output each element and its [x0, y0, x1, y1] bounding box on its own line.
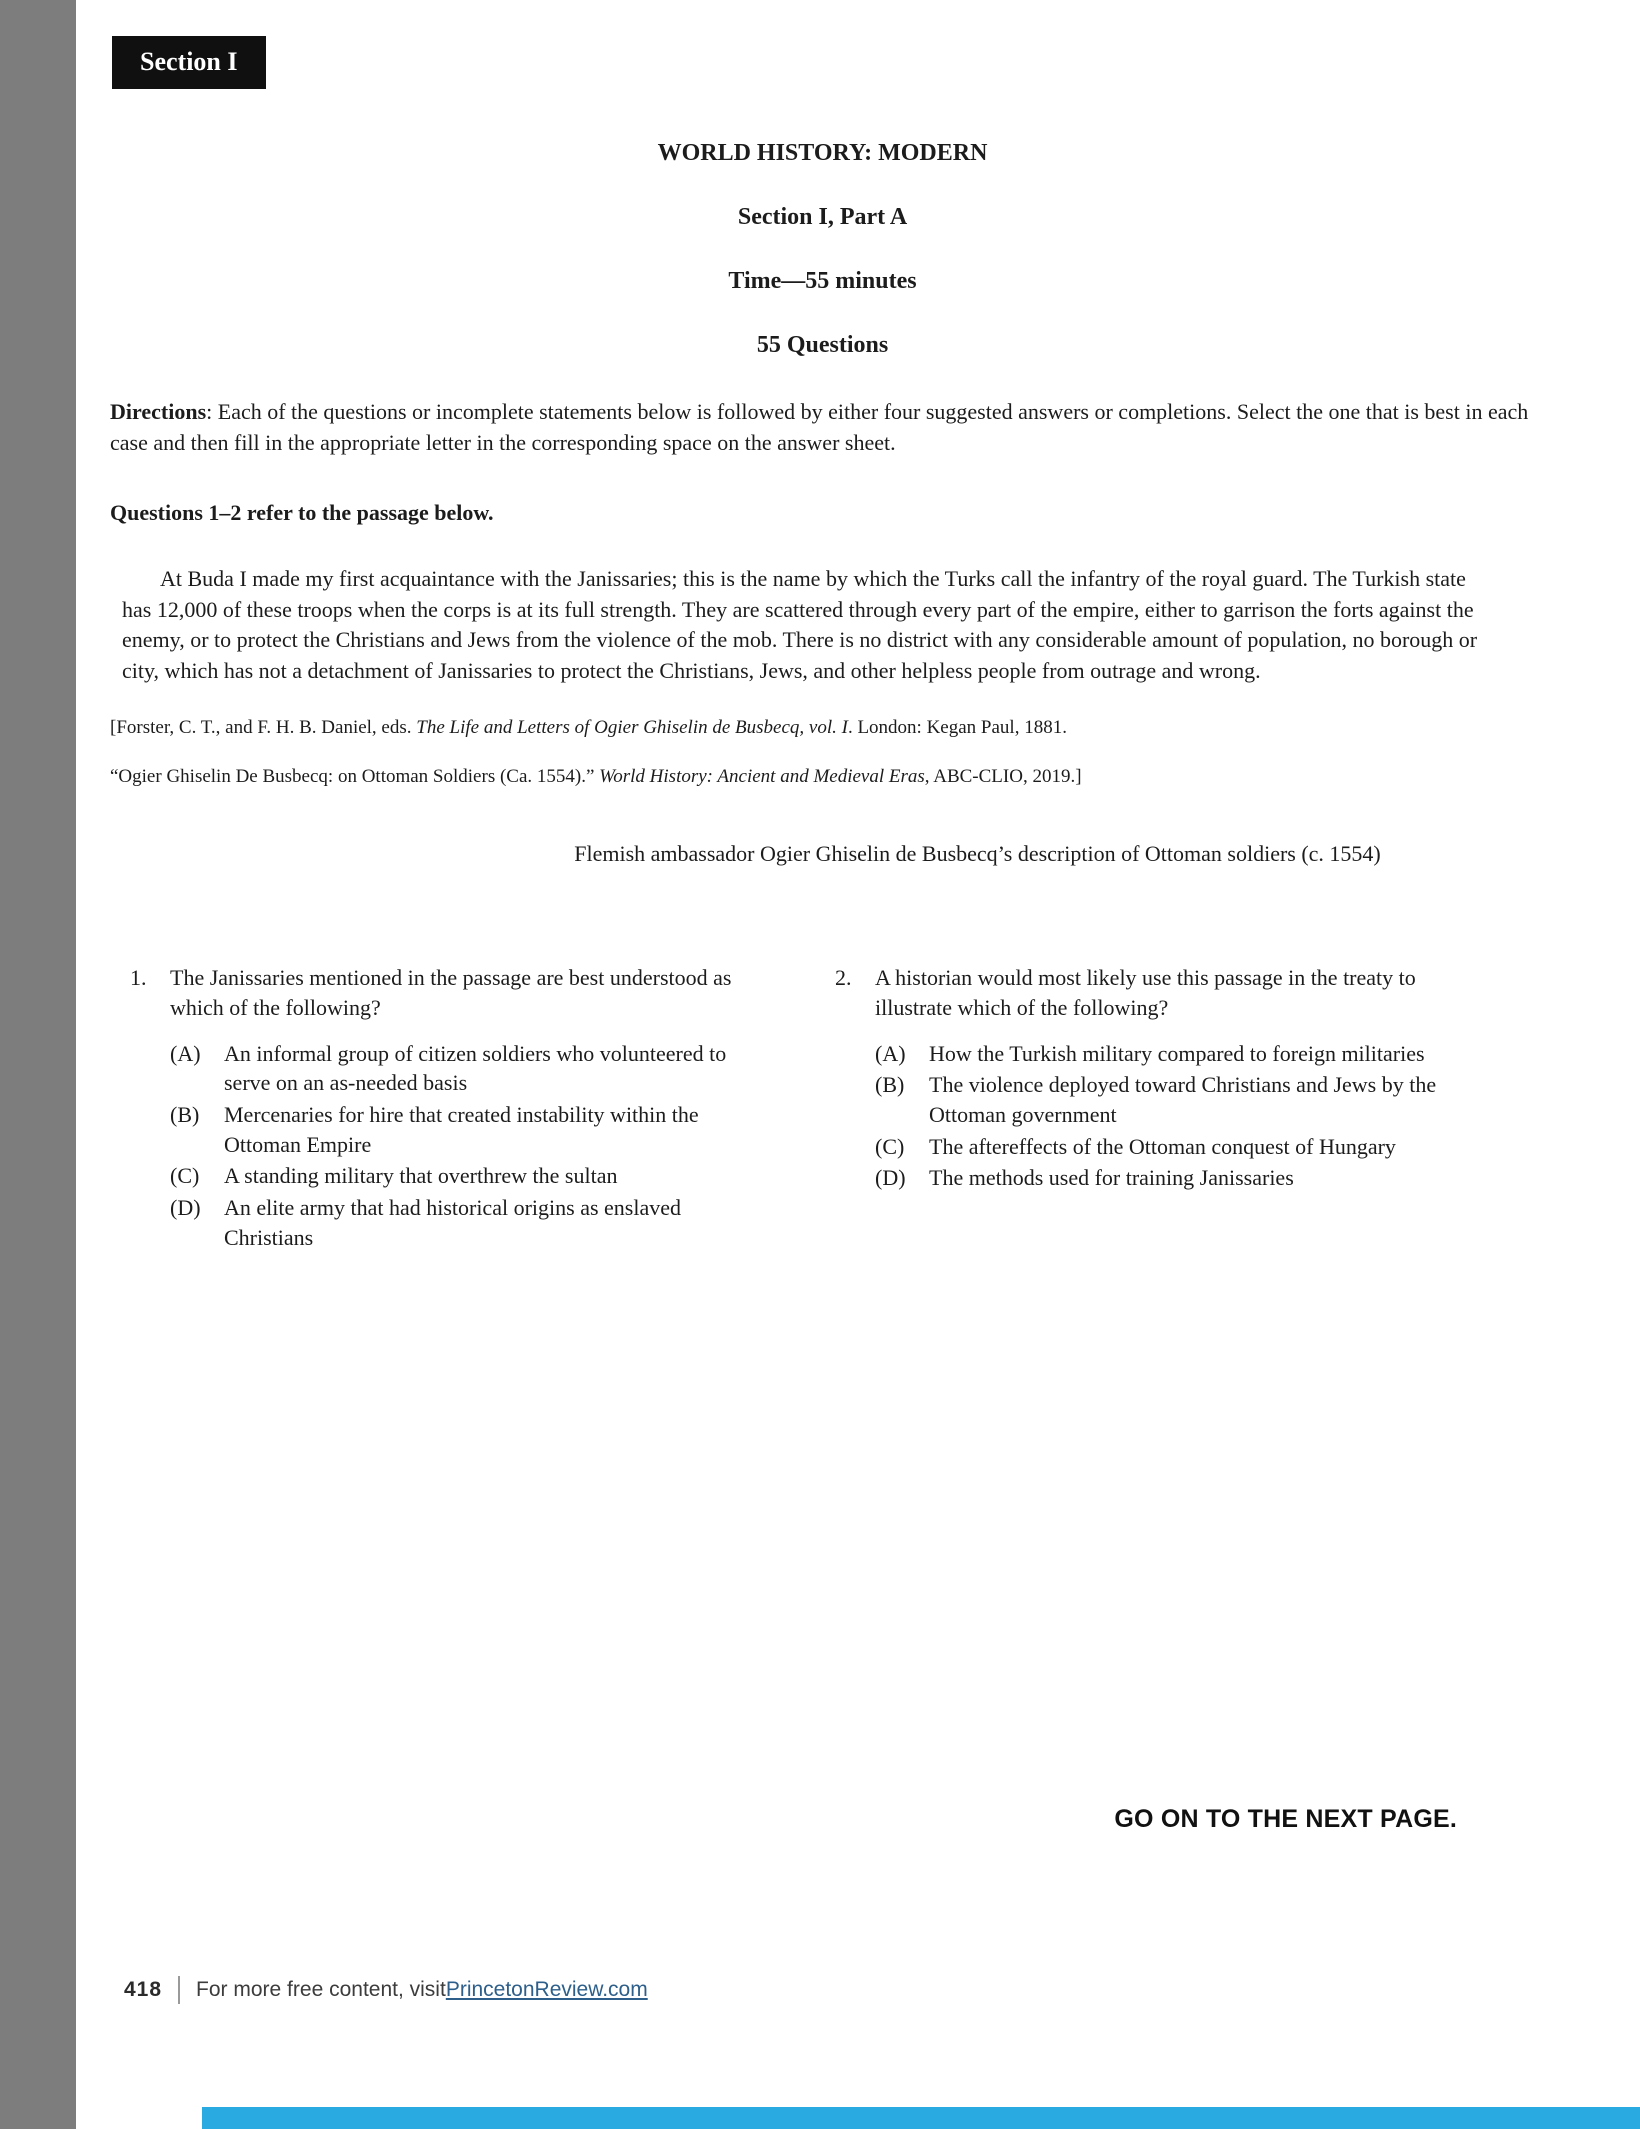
page-content	[110, 134, 1535, 1252]
question-2-stem-row	[835, 963, 1460, 1022]
citation-1-title: The Life and Letters of Ogier Ghiselin de Busbecq, vol. I	[416, 716, 848, 738]
section-subtitle: Section I, Part A	[737, 204, 908, 230]
choice-2a	[875, 1039, 1460, 1069]
citation-line-1	[110, 716, 1535, 741]
question-1-choices	[170, 1039, 755, 1253]
footer-text: For more free content, visit	[196, 1978, 446, 2001]
page-footer	[124, 1976, 648, 2004]
choice-2b-letter: (B)	[875, 1072, 905, 1098]
choice-1b-letter: (B)	[170, 1102, 200, 1128]
question-2-stem: A historian would most likely use this passage in the treaty to illustrate which of the following?	[875, 965, 1416, 1020]
left-edge-gray-strip	[0, 0, 76, 2129]
choice-2b-text: The violence deployed toward Christians and Jews by the Ottoman government	[929, 1072, 1437, 1128]
choice-2d-text: The methods used for training Janissaries	[929, 1165, 1294, 1191]
citation-1-prefix: [Forster, C. T., and F. H. B. Daniel, eds.	[110, 716, 417, 738]
question-1-stem-row	[130, 963, 755, 1022]
choice-2c	[875, 1132, 1460, 1162]
question-1-stem: The Janissaries mentioned in the passage are best understood as which of the following?	[170, 965, 732, 1020]
choice-1b-text: Mercenaries for hire that created instability within the Ottoman Empire	[224, 1102, 699, 1157]
directions-label: Directions	[110, 399, 207, 424]
passage-header: Questions 1–2 refer to the passage below.	[110, 500, 494, 526]
question-2-choices	[875, 1039, 1460, 1193]
question-count: 55 Questions	[756, 332, 889, 358]
choice-1a	[170, 1039, 755, 1098]
passage: At Buda I made my first acquaintance with the Janissaries; this is the name by which the Turks call the infantry of the royal guard. The Turkish state has 12,000 of these troops when the corps is at its full strength. They are scattered through every part of the empire, either to garrison the forts against the enemy, or to protect the Christians and Jews from the violence of the mob. There is no district with any considerable amount of population, no borough or city, which has not a detachment of Janissaries to protect the Christians, Jews, and other helpless people from outrage and wrong.	[122, 566, 1478, 683]
choice-2c-letter: (C)	[875, 1133, 905, 1159]
citation-1-suffix: . London: Kegan Paul, 1881.	[847, 716, 1067, 738]
choice-1c	[170, 1161, 755, 1191]
questions-columns	[130, 963, 1535, 1252]
section-tab: Section I	[112, 36, 266, 89]
time-limit: Time—55 minutes	[728, 268, 917, 294]
passage-attribution: Flemish ambassador Ogier Ghiselin de Busbecq’s description of Ottoman soldiers (c. 1554)	[574, 841, 1381, 867]
choice-2d	[875, 1163, 1460, 1193]
choice-1a-text: An informal group of citizen soldiers who volunteered to serve on an as-needed basis	[224, 1040, 727, 1096]
citation-2-prefix: “Ogier Ghiselin De Busbecq: on Ottoman Soldiers (Ca. 1554).”	[110, 765, 600, 787]
choice-1c-text: A standing military that overthrew the sultan	[224, 1163, 618, 1189]
footer-divider	[178, 1976, 180, 2004]
choice-2a-text: How the Turkish military compared to foreign militaries	[929, 1040, 1425, 1066]
page-number: 418	[124, 1978, 163, 2001]
choice-2b	[875, 1070, 1460, 1129]
choice-1b	[170, 1100, 755, 1159]
footer-link[interactable]: PrincetonReview.com	[445, 1978, 648, 2001]
choice-2d-letter: (D)	[875, 1165, 906, 1191]
directions	[110, 396, 1532, 458]
go-on-notice: GO ON TO THE NEXT PAGE.	[1114, 1805, 1457, 1833]
directions-text: : Each of the questions or incomplete statements below is followed by either four suggested answers or completions. Select the one that is best in each case and then fill in the appropriate letter in the corresponding space on the answer sheet.	[110, 399, 1529, 456]
question-1-number: 1.	[130, 965, 147, 991]
choice-1d	[170, 1193, 755, 1252]
citation-2-title: World History: Ancient and Medieval Eras	[599, 765, 925, 787]
citation-line-2	[110, 765, 1535, 790]
citation-2-suffix: , ABC-CLIO, 2019.]	[924, 765, 1082, 787]
bottom-blue-bar	[202, 2107, 1640, 2129]
choice-2c-text: The aftereffects of the Ottoman conquest of Hungary	[929, 1133, 1396, 1159]
choice-2a-letter: (A)	[875, 1040, 906, 1066]
choice-1d-letter: (D)	[170, 1195, 201, 1221]
exam-title: WORLD HISTORY: MODERN	[657, 140, 988, 166]
choice-1a-letter: (A)	[170, 1040, 201, 1066]
choice-1c-letter: (C)	[170, 1163, 200, 1189]
question-2-number: 2.	[835, 965, 852, 991]
choice-1d-text: An elite army that had historical origins as enslaved Christians	[224, 1195, 681, 1250]
question-2	[835, 963, 1460, 1252]
question-1	[130, 963, 755, 1252]
